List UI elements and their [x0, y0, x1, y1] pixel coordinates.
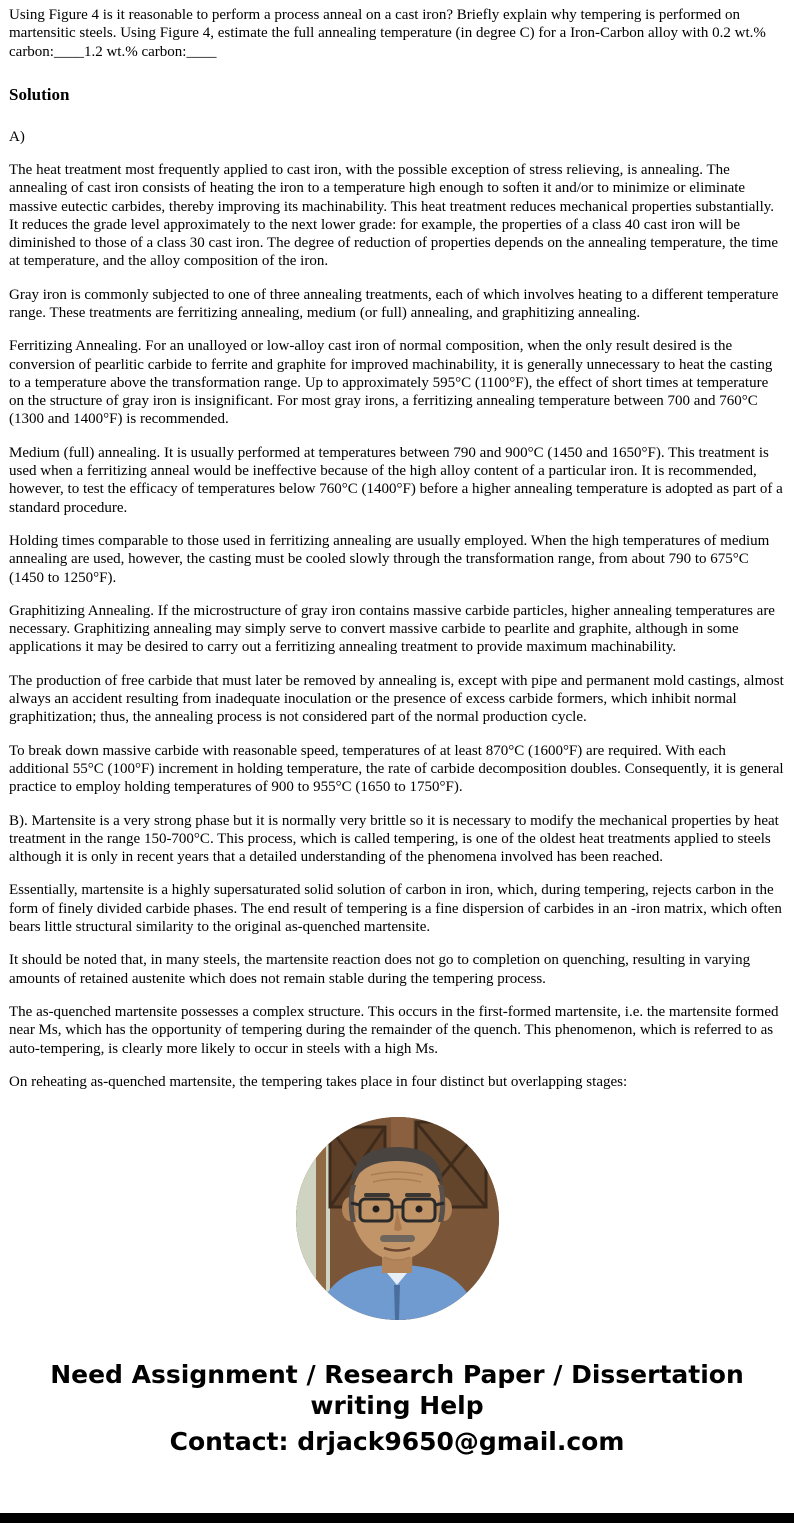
paragraph: The heat treatment most frequently applied to cast iron, with the possible exception of stress relieving, is annealing. The annealing of cast iron consists of heating the iron to a temperature high enough to soften it and/or to minimize or eliminate massive eutectic carbides, thereby improving its machinability. This heat treatment reduces mechanical properties substantially. It reduces the grade level approximately to the next lower grade: for example, the properties of a class 40 cast iron will be diminished to those of a class 30 cast iron. The degree of reduction of properties depends on the annealing temperature, the time at temperature, and the alloy composition of the iron. [9, 161, 779, 270]
paragraph: On reheating as-quenched martensite, the tempering takes place in four distinct but overlapping stages: [9, 1073, 628, 1090]
person-photo-container [9, 1117, 785, 1320]
paragraph: B). Martensite is a very strong phase but it is normally very brittle so it is necessary to modify the mechanical properties by heat treatment in the range 150-700°C. This process, which is called tempering, is one of the oldest heat treatments applied to steels although it is only in recent years that a detailed understanding of the phenomena involved has been reached. [9, 812, 779, 866]
footer-help-text: Need Assignment / Research Paper / Dissertation writing Help [50, 1360, 744, 1420]
paragraph: Graphitizing Annealing. If the microstructure of gray iron contains massive carbide particles, higher annealing temperatures are necessary. Graphitizing annealing may simply serve to convert massive carbide to pearlite and graphite, although in some applications it may be desired to carry out a ferritizing annealing treatment to provide maximum machinability. [9, 602, 775, 656]
paragraph: The as-quenched martensite possesses a complex structure. This occurs in the first-formed martensite, i.e. the martensite formed near Ms, which has the opportunity of tempering during the remainder of the quench. This phenomenon, which is referred to as auto-tempering, is clearly more likely to occur in steels with a high Ms. [9, 1003, 779, 1057]
person-photo [296, 1117, 499, 1320]
paragraph: To break down massive carbide with reasonable speed, temperatures of at least 870°C (1600°F) are required. With each additional 55°C (100°F) increment in holding temperature, the rate of carbide decomposition doubles. Consequently, it is general practice to employ holding temperatures of 900 to 955°C (1650 to 1750°F). [9, 742, 784, 796]
solution-heading: Solution [9, 84, 70, 104]
paragraph: The production of free carbide that must later be removed by annealing is, except with pipe and permanent mold castings, almost always an accident resulting from inadequate inoculation or the presence of excess carbide formers, which inhibit normal graphitization; thus, the annealing process is not considered part of the normal production cycle. [9, 672, 784, 726]
footer-contact-email: Contact: drjack9650@gmail.com [169, 1427, 625, 1457]
paragraph: Medium (full) annealing. It is usually performed at temperatures between 790 and 900°C (1450 and 1650°F). This treatment is used when a ferritizing anneal would be ineffective because of the high alloy content of a particular iron. It is recommended, however, to test the efficacy of temperatures below 760°C (1400°F) before a higher annealing temperature is adopted as part of a standard procedure. [9, 444, 783, 516]
bottom-bar [0, 1513, 794, 1523]
person-portrait-illustration [296, 1117, 499, 1320]
paragraph: It should be noted that, in many steels, the martensite reaction does not go to completion on quenching, resulting in varying amounts of retained austenite which does not remain stable during the tempering process. [9, 952, 751, 987]
paragraph: Ferritizing Annealing. For an unalloyed or low-alloy cast iron of normal composition, when the only result desired is the conversion of pearlitic carbide to ferrite and graphite for improved machinability, it is generally unnecessary to heat the casting to a temperature above the transformation range. Up to approximately 595°C (1100°F), the effect of short times at temperature on the structure of gray iron is insignificant. For most gray irons, a ferritizing annealing temperature between 700 and 760°C (1300 and 1400°F) is recommended. [9, 338, 773, 428]
paragraph: Essentially, martensite is a highly supersaturated solid solution of carbon in iron, which, during tempering, rejects carbon in the form of finely divided carbide phases. The end result of tempering is a fine dispersion of carbides in an -iron matrix, which often bears little structural similarity to the original as-quenched martensite. [9, 882, 782, 936]
part-a-label: A) [9, 128, 25, 145]
question-text: Using Figure 4 is it reasonable to perform a process anneal on a cast iron? Briefly explain why tempering is performed on martensitic steels. Using Figure 4, estimate the full annealing temperature (in degree C) for a Iron-Carbon alloy with 0.2 wt.% carbon:____1.2 wt.% carbon:____ [9, 7, 766, 60]
paragraph: Holding times comparable to those used in ferritizing annealing are usually employed. When the high temperatures of medium annealing are used, however, the casting must be cooled slowly through the transformation range, from about 790 to 675°C (1450 to 1250°F). [9, 532, 770, 586]
paragraph: Gray iron is commonly subjected to one of three annealing treatments, each of which involves heating to a different temperature range. These treatments are ferritizing annealing, medium (or full) annealing, and graphitizing annealing. [9, 286, 779, 321]
